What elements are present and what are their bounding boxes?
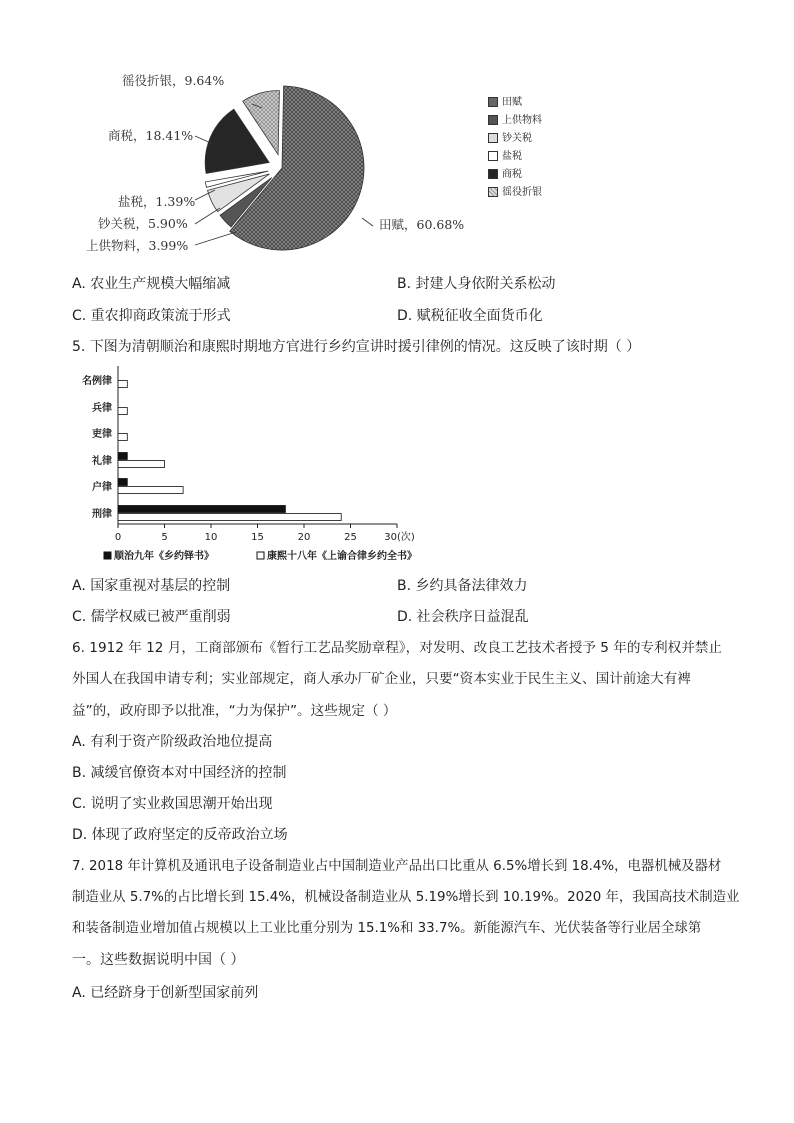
legend-swatch [488,169,498,179]
bar-kangxi [118,381,127,388]
pie-label-yanshui: 盐税，1.39% [118,194,196,209]
legend-item-shanggong [488,115,542,131]
x-tick-label: 5 [161,532,168,543]
legend-label: 商税 [502,169,522,180]
q7-line-4: 一。这些数据说明中国（ ） [72,952,245,968]
bar-kangxi [118,514,341,521]
x-tick-label: 10 [204,532,218,543]
q4-option-c: C. 重农抑商政策流于形式 [72,308,231,324]
pie-label-shanggong: 上供物料，3.99% [86,238,189,253]
bar-legend-swatch-shunzhi [104,552,111,559]
legend-swatch [488,97,498,107]
q5-option-a: A. 国家重视对基层的控制 [72,578,231,594]
legend-label: 盐税 [502,151,522,162]
bar-category-label: 刑律 [92,509,112,520]
legend-swatch [488,187,498,197]
legend-item-yaoyi [488,187,542,203]
q5-stem: 5. 下图为清朝顺治和康熙时期地方官进行乡约宣讲时援引律例的情况。这反映了该时期（ ） [72,339,641,355]
legend-label: 钞关税 [502,133,532,144]
q7-option-a: A. 已经跻身于创新型国家前列 [72,985,259,1001]
x-tick-label: 30 [384,532,397,543]
q6-line-2: 外国人在我国申请专利；实业部规定，商人承办厂矿企业，只要“资本实业于民生主义、国计前途大有裨 [72,671,691,687]
legend-item-shangshui [488,169,522,185]
bar-chart [0,360,794,570]
q6-line-1: 6. 1912 年 12 月，工商部颁布《暂行工艺品奖励章程》，对发明、改良工艺技术者授予 5 年的专利权并禁止 [72,640,722,656]
bar-shunzhi [118,453,127,460]
q4-option-d: D. 赋税征收全面货币化 [397,308,543,324]
q6-option-a: A. 有利于资产阶级政治地位提高 [72,734,273,750]
q7-line-1: 7. 2018 年计算机及通讯电子设备制造业占中国制造业产品出口比重从 6.5%增长到 18.4%，电器机械及器材 [72,859,722,874]
bar-category-label: 兵律 [92,403,112,414]
pie-label-chaoguan: 钞关税，5.90% [98,216,188,231]
bar-kangxi [118,461,165,468]
q5-option-d: D. 社会秩序日益混乱 [397,609,529,625]
q4-option-b: B. 封建人身依附关系松动 [397,276,556,292]
q6-line-3: 益”的，政府即予以批准，“力为保护”。这些规定（ ） [72,703,397,719]
q5-option-c: C. 儒学权威已被严重削弱 [72,609,231,625]
x-tick-label: 20 [297,532,311,543]
x-tick-label: 15 [251,532,264,543]
legend-label: 上供物料 [502,115,542,126]
bar-legend-shunzhi: 顺治九年《乡约铎书》 [114,551,214,562]
pie-label-yaoyi: 徭役折银，9.64% [122,73,225,88]
legend-swatch [488,133,498,143]
legend-swatch [488,115,498,125]
pie-chart [0,0,794,270]
q7-line-2: 制造业从 5.7%的占比增长到 15.4%，机械设备制造业从 5.19%增长到 10.19%。2020 年，我国高技术制造业 [72,890,740,905]
bar-shunzhi [118,506,285,513]
legend-label: 田赋 [502,97,522,108]
pie-legend [488,97,608,207]
legend-item-tianfu [488,97,522,113]
q6-option-b: B. 减缓官僚资本对中国经济的控制 [72,765,287,781]
legend-swatch [488,151,498,161]
pie-label-tianfu: 田赋，60.68% [379,217,465,232]
bar-category-label: 吏律 [92,429,112,440]
bar-category-label: 名例律 [82,376,112,387]
pie-label-shangshui: 商税，18.41% [108,128,194,143]
q6-option-d: D. 体现了政府坚定的反帝政治立场 [72,827,288,843]
bar-category-label: 户律 [92,482,112,493]
bar-kangxi [118,434,127,441]
bar-legend-kangxi: 康熙十八年《上谕合律乡约全书》 [267,551,417,562]
bar-shunzhi [118,479,127,486]
bar-kangxi [118,408,127,415]
x-tick-label: 25 [344,532,357,543]
bar-legend-swatch-kangxi [257,552,264,559]
bar-category-label: 礼律 [92,456,112,467]
x-axis-unit: (次) [397,532,415,543]
legend-item-yanshui [488,151,522,167]
q6-option-c: C. 说明了实业救国思潮开始出现 [72,796,273,812]
q4-option-a: A. 农业生产规模大幅缩减 [72,276,231,292]
q7-line-3: 和装备制造业增加值占规模以上工业比重分别为 15.1%和 33.7%。新能源汽车、光伏装备等行业居全球第 [72,921,702,936]
q5-option-b: B. 乡约具备法律效力 [397,578,528,594]
x-tick-label: 0 [114,532,122,543]
legend-label: 徭役折银 [502,187,542,198]
bar-kangxi [118,487,183,494]
legend-item-chaoguan [488,133,532,149]
